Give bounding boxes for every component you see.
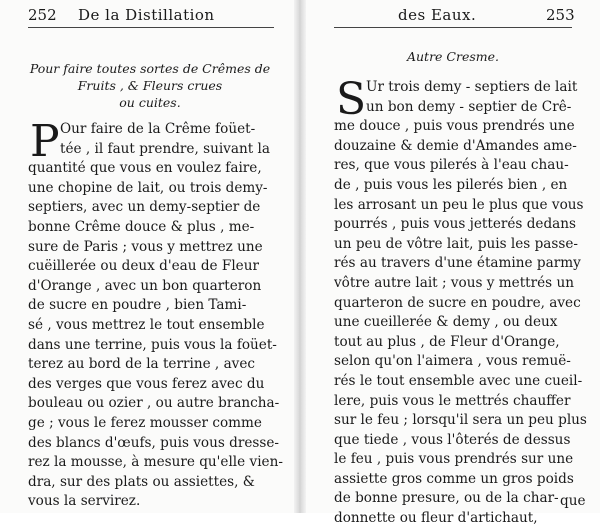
text-line: assiette gros comme un gros poids <box>334 470 574 487</box>
text-line: sure de Paris ; vous y mettrez une <box>28 238 263 255</box>
text-line: rés au travers d'une étamine parmy <box>334 255 581 272</box>
text-line: terez au bord de la terrine , avec <box>28 356 256 373</box>
text-line: dra, sur des plats ou assiettes, & <box>28 473 255 490</box>
text-line: tée , il faut prendre, suivant la <box>60 140 270 157</box>
text-line: donnette ou fleur d'artichaut, <box>334 510 538 527</box>
right-page <box>306 0 600 527</box>
text-line: des blancs d'œufs, puis vous dresse- <box>28 434 279 451</box>
book-gutter <box>294 0 306 513</box>
text-line: bouleau ou ozier , ou autre brancha- <box>28 395 280 412</box>
running-head: De la Distillation <box>78 6 215 24</box>
text-line: d'Orange , avec un bon quarteron <box>28 277 262 294</box>
title-line: Pour faire toutes sortes de Crêmes de <box>29 61 271 76</box>
text-line: de , puis vous les pilerés bien , en <box>334 176 568 193</box>
text-line: rés le tout ensemble avec une cueil- <box>334 372 583 389</box>
text-line: une cueillerée & demy , ou deux <box>334 314 558 331</box>
text-line: me douce , puis vous prendrés une <box>334 118 575 135</box>
text-line: une chopine de lait, ou trois demy- <box>28 179 268 196</box>
text-line: un peu de vôtre lait, puis les passe- <box>334 235 579 252</box>
recipe-title <box>334 48 572 65</box>
text-line: selon qu'on l'aimera , vous remuë- <box>334 353 571 370</box>
title-line: Autre Cresme. <box>406 49 500 64</box>
text-line: Ur trois demy - septiers de lait <box>366 79 578 95</box>
text-line: tout au plus , de Fleur d'Orange, <box>334 333 560 350</box>
text-line: le feu , puis vous prendrés sur une <box>334 451 574 468</box>
text-line: dans une terrine, puis vous la foüet- <box>28 336 277 353</box>
text-line: sé , vous mettrez le tout ensemble <box>28 316 265 333</box>
text-line: Our faire de la Crême foüet- <box>60 121 256 137</box>
title-line: Fruits , & Fleurs crues <box>77 78 223 93</box>
text-line: res, que vous pilerés à l'eau chau- <box>334 157 569 174</box>
text-line: quarteron de sucre en poudre, avec <box>334 294 581 311</box>
text-line: bonne Crême douce & plus , me- <box>28 218 255 235</box>
text-line: les arrosant un peu le plus que vous <box>334 196 584 213</box>
text-line: cuëillerée ou deux d'eau de Fleur <box>28 258 259 275</box>
text-line: des verges que vous ferez avec du <box>28 375 265 392</box>
page-number: 253 <box>546 6 575 24</box>
text-line: quantité que vous en voulez faire, <box>28 160 262 177</box>
recipe-text <box>334 74 587 529</box>
drop-cap: P <box>30 116 60 167</box>
text-line: vous la servirez. <box>28 493 141 510</box>
drop-cap: S <box>336 74 367 125</box>
running-head: des Eaux. <box>398 6 477 24</box>
text-line: rez la mousse, à mesure qu'elle vien- <box>28 454 283 471</box>
text-line: de bonne presure, ou de la char- <box>334 490 559 507</box>
text-line: sur le feu ; lorsqu'il sera un peu plus <box>334 412 587 429</box>
recipe-text <box>28 116 283 512</box>
recipe-title <box>24 60 276 111</box>
header-rule <box>334 27 572 28</box>
page-number: 252 <box>28 6 57 24</box>
catchword: que <box>560 493 586 509</box>
left-page <box>0 0 294 513</box>
text-line: ge ; vous le ferez mousser comme <box>28 414 262 431</box>
text-line: que tiede , vous l'ôterés de dessus <box>334 431 571 448</box>
text-line: un bon demy - septier de Crê- <box>366 98 572 115</box>
text-line: septiers, avec un demy-septier de <box>28 199 261 216</box>
text-line: lere, puis vous le mettrés chauffer <box>334 392 571 409</box>
header-rule <box>28 27 274 28</box>
text-line: douzaine & demie d'Amandes ame- <box>334 137 577 154</box>
text-line: pourrés , puis vous jetterés dedans <box>334 216 576 233</box>
title-line: ou cuites. <box>119 95 181 110</box>
text-line: de sucre en poudre , bien Tami- <box>28 297 247 314</box>
text-line: vôtre autre lait ; vous y mettrés un <box>334 274 574 291</box>
